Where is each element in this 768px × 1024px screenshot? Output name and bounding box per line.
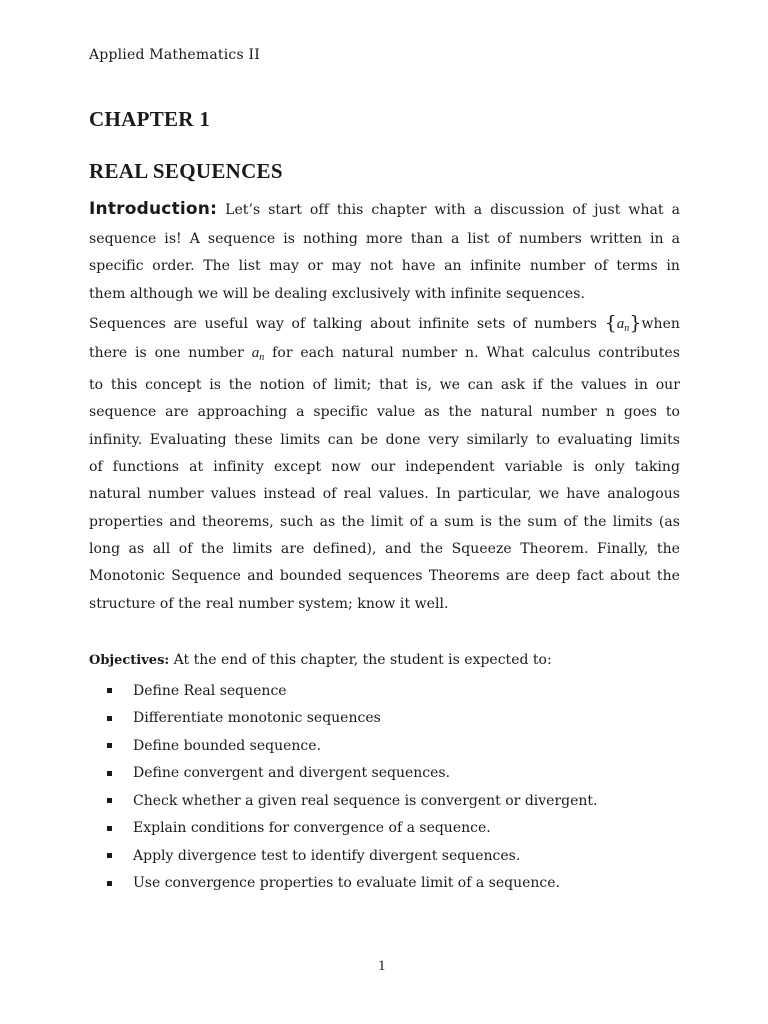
para2-text-2b: for each natural number n. What calculus contributes (264, 345, 680, 361)
para2-line-1 (89, 312, 680, 334)
objective-text: Use convergence properties to evaluate limit of a sequence. (133, 875, 560, 892)
intro-text-1: Let’s start off this chapter with a discussion of just what a (225, 202, 680, 218)
subscript-n: n (624, 323, 630, 334)
objective-text: Explain conditions for convergence of a sequence. (133, 820, 491, 837)
para2-text-1b: when (641, 316, 680, 332)
running-header: Applied Mathematics II (89, 47, 260, 63)
introduction-label: Introduction: (89, 199, 218, 219)
para2-line-4: sequence are approaching a specific value as the natural number n goes to (89, 404, 680, 420)
para2-line-8: properties and theorems, such as the limit of a sum is the sum of the limits (as (89, 514, 680, 530)
para2-line-3: to this concept is the notion of limit; that is, we can ask if the values in our (89, 377, 680, 393)
para2-line-10: Monotonic Sequence and bounded sequences Theorems are deep fact about the (89, 568, 680, 584)
intro-line-4: them although we will be dealing exclusively with infinite sequences. (89, 286, 585, 302)
bullet-icon (107, 826, 112, 831)
intro-line-2: sequence is! A sequence is nothing more than a list of numbers written in a (89, 231, 680, 247)
list-item (107, 705, 597, 733)
objectives-text: At the end of this chapter, the student is expected to: (173, 652, 552, 668)
list-item (107, 787, 597, 815)
list-item (107, 760, 597, 788)
subscript-n-2: n (259, 352, 265, 363)
objective-text: Differentiate monotonic sequences (133, 710, 381, 727)
para2-line-11: structure of the real number system; know it well. (89, 596, 449, 612)
list-item (107, 815, 597, 843)
chapter-number: CHAPTER 1 (89, 107, 211, 131)
sequence-notation (604, 312, 642, 334)
bullet-icon (107, 881, 112, 886)
objective-text: Apply divergence test to identify divergent sequences. (133, 847, 521, 864)
list-item (107, 732, 597, 760)
objectives-intro (89, 652, 552, 668)
symbol-a-2: a (251, 345, 260, 361)
objectives-list (107, 677, 597, 897)
objective-text: Define convergent and divergent sequences. (133, 765, 451, 782)
para2-text-2a: there is one number (89, 345, 252, 361)
para2-line-9: long as all of the limits are defined), and the Squeeze Theorem. Finally, the (89, 541, 680, 557)
bullet-icon (107, 743, 112, 748)
brace-open: { (604, 312, 617, 334)
list-item (107, 870, 597, 898)
para2-line-6: of functions at infinity except now our independent variable is only taking (89, 459, 680, 475)
intro-line-3: specific order. The list may or may not have an infinite number of terms in (89, 258, 680, 274)
bullet-icon (107, 798, 112, 803)
list-item (107, 677, 597, 705)
para2-line-5: infinity. Evaluating these limits can be done very similarly to evaluating limits (89, 432, 680, 448)
objective-text: Define Real sequence (133, 682, 287, 699)
para2-line-7: natural number values instead of real values. In particular, we have analogous (89, 486, 680, 502)
brace-close: } (629, 312, 642, 334)
list-item (107, 842, 597, 870)
objective-text: Check whether a given real sequence is convergent or divergent. (133, 792, 598, 809)
intro-line-1 (89, 199, 680, 219)
bullet-icon (107, 716, 112, 721)
term-notation (252, 345, 265, 361)
bullet-icon (107, 771, 112, 776)
page-number: 1 (378, 958, 386, 974)
symbol-a: a (616, 316, 625, 332)
objectives-label: Objectives: (89, 653, 170, 668)
objective-text: Define bounded sequence. (133, 737, 322, 754)
bullet-icon (107, 688, 112, 693)
para2-line-2 (89, 345, 680, 362)
para2-text-1a: Sequences are useful way of talking about infinite sets of numbers (89, 316, 605, 332)
bullet-icon (107, 853, 112, 858)
chapter-title: REAL SEQUENCES (89, 159, 283, 183)
